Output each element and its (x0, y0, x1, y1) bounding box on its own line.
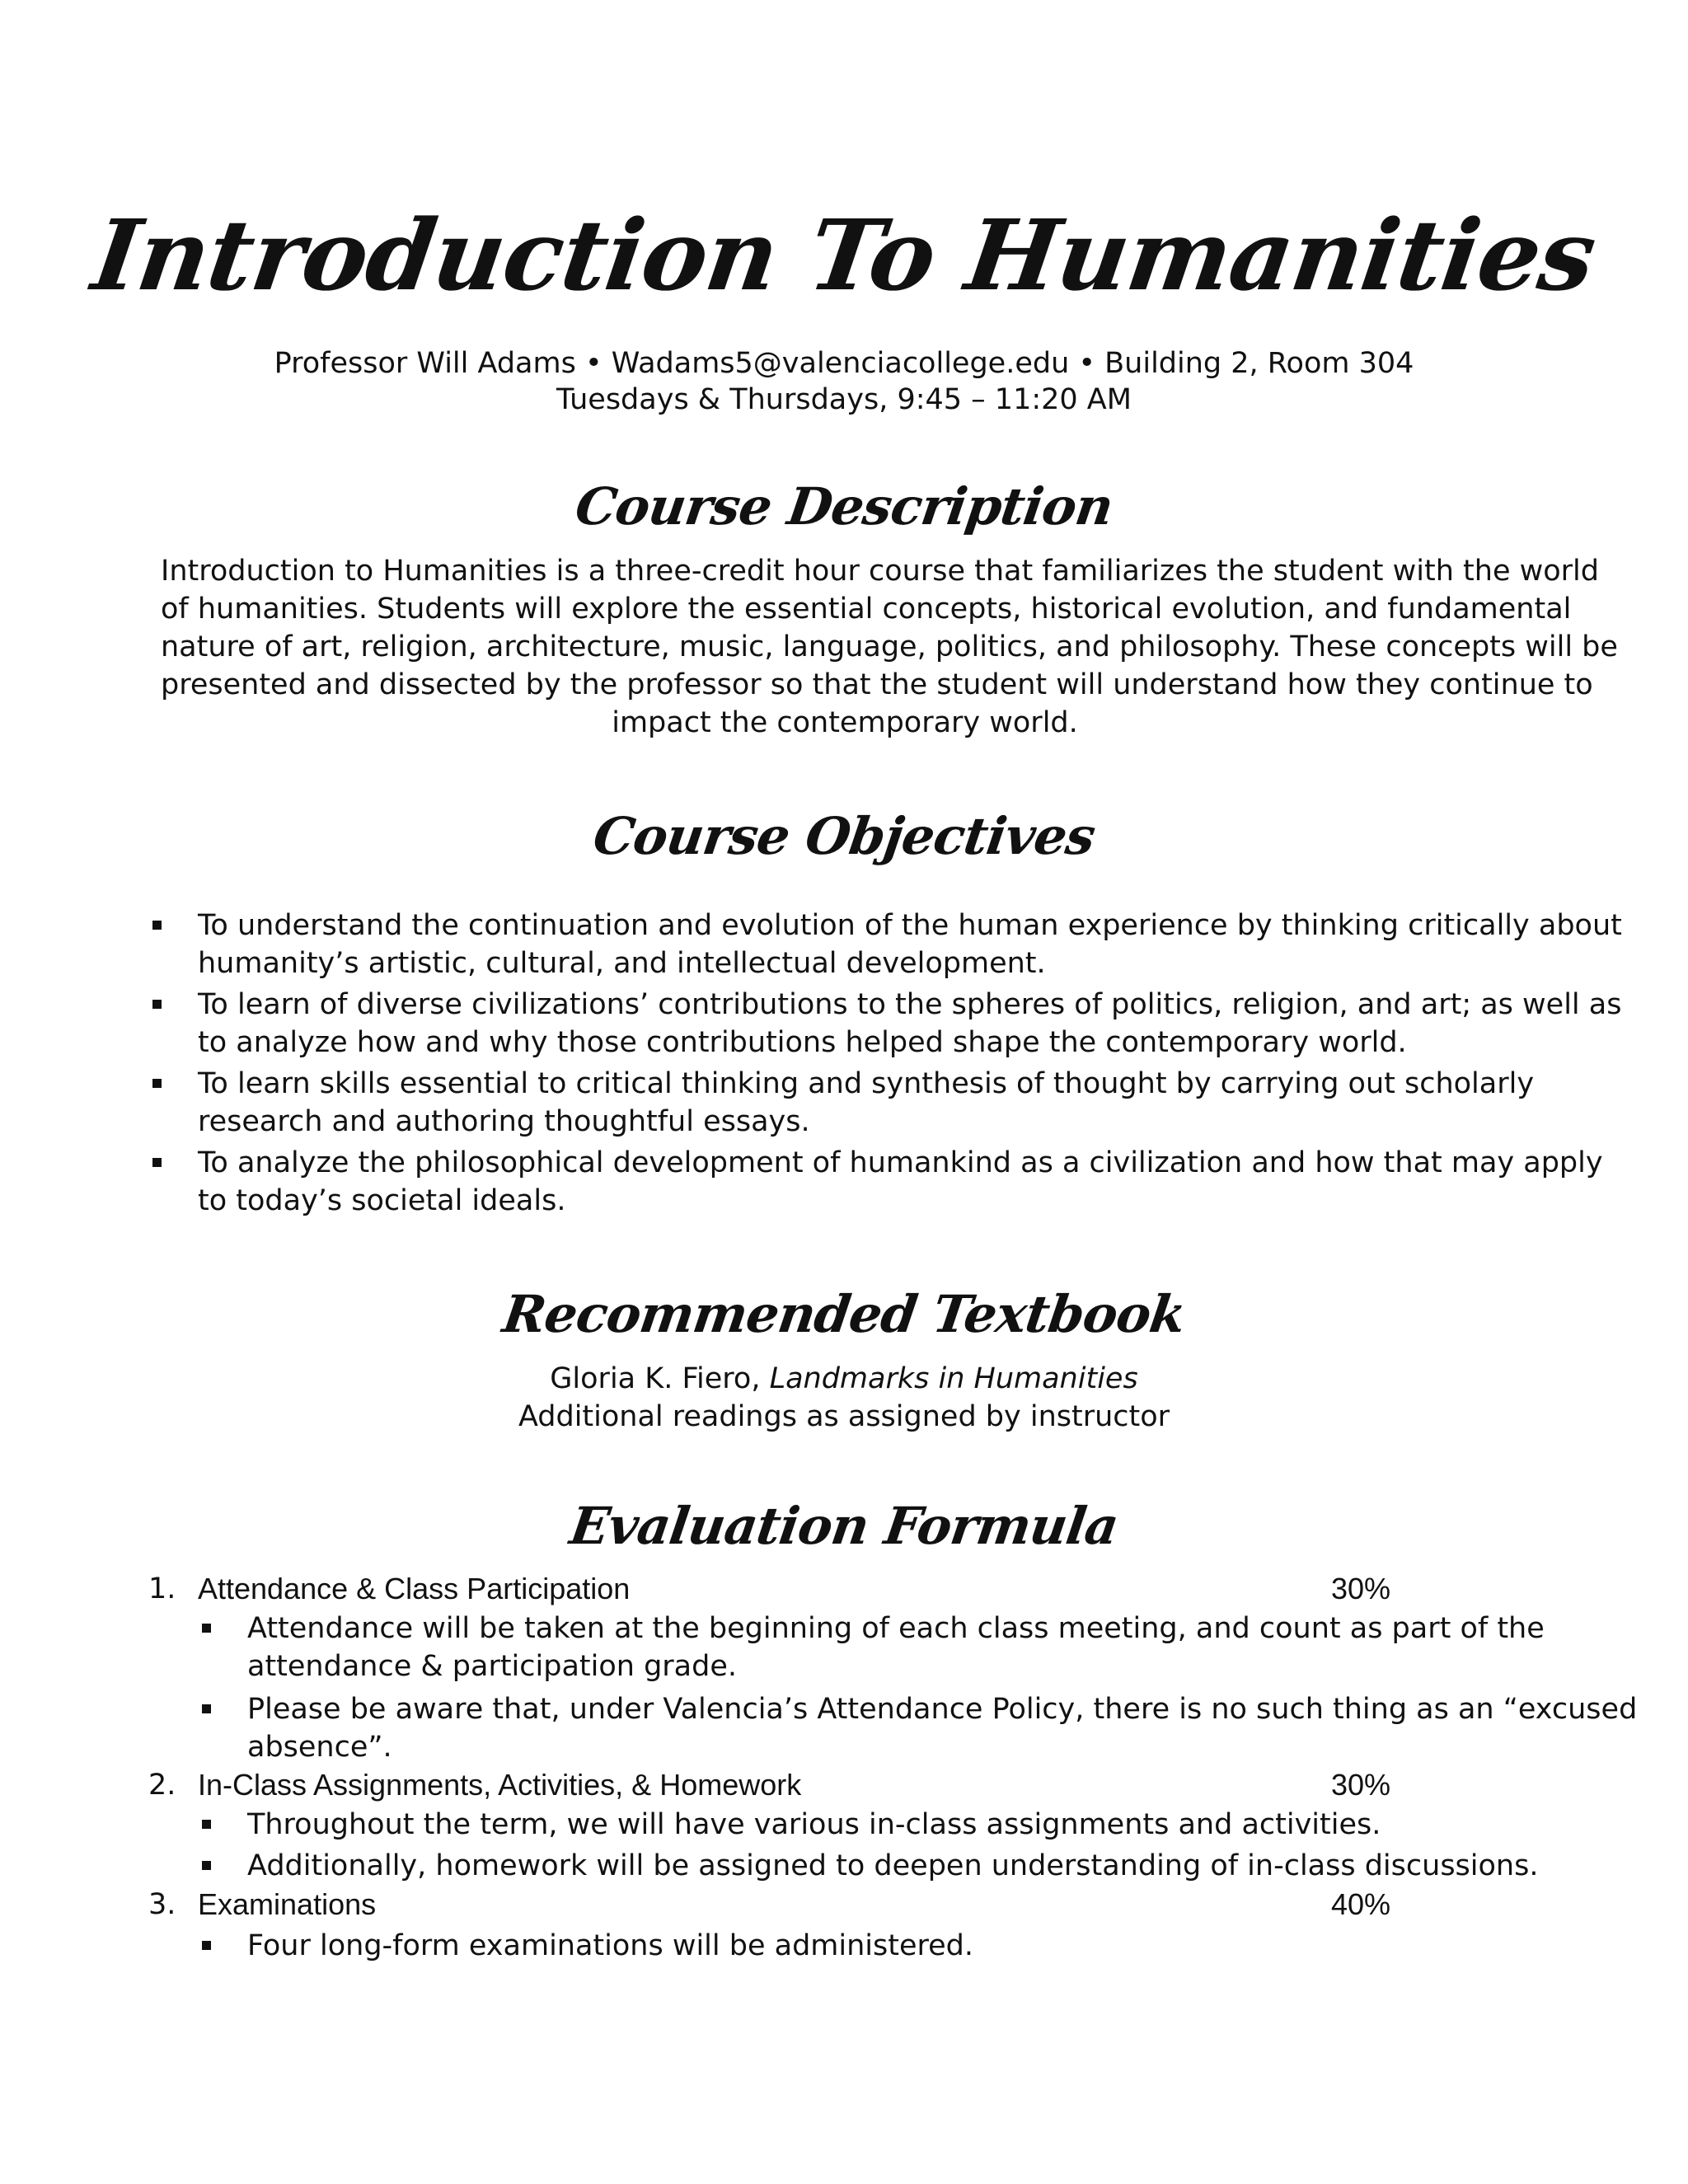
description-line: Introduction to Humanities is a three-credit hour course that familiarizes the student with the world (161, 555, 1599, 588)
course-objectives-heading: Course Objectives (589, 806, 1099, 866)
item-number: 1. (148, 1572, 176, 1605)
course-description-heading: Course Description (571, 476, 1117, 537)
course-description-text (161, 552, 1618, 742)
item-title: Attendance & Class Participation (198, 1572, 631, 1605)
bullet-square-icon (152, 1000, 162, 1009)
evaluation-item (0, 1886, 1688, 1924)
item-percent: 40% (1331, 1887, 1391, 1921)
bullet-square-icon (202, 1704, 211, 1713)
bullet-square-icon (202, 1820, 211, 1829)
description-line: impact the contemporary world. (612, 706, 1078, 739)
textbook-citation (0, 1360, 1688, 1398)
bullet-square-icon (152, 1158, 162, 1167)
bullet-square-icon (202, 1861, 211, 1870)
item-number: 3. (148, 1888, 176, 1921)
textbook-title: Landmarks in Humanities (769, 1362, 1138, 1395)
item-title: Examinations (198, 1887, 377, 1921)
textbook-note: Additional readings as assigned by instructor (518, 1400, 1170, 1433)
description-line: nature of art, religion, architecture, music, language, politics, and philosophy. These concepts will be (161, 630, 1618, 663)
item-percent: 30% (1331, 1572, 1391, 1605)
evaluation-item (0, 1570, 1688, 1608)
item-title: In-Class Assignments, Activities, & Homework (198, 1768, 802, 1802)
bullet-square-icon (202, 1941, 211, 1950)
description-line: presented and dissected by the professor so that the student will understand how they continue to (161, 668, 1593, 701)
recommended-textbook-heading: Recommended Textbook (499, 1284, 1189, 1344)
page-title: Introduction To Humanities (86, 198, 1602, 312)
syllabus-page: Introduction To Humanities Professor Will Adams • Wadams5@valenciacollege.edu • Building 2, Room 304 Tuesdays & Thursdays, 9:45 – 11:20 AM Course Description Introduction to Humanities is a three-credit hour course that familiarizes the student with the world of humanities. Students will explore the essential concepts, historical evolution, and fundamental nature of art, religion, architecture, music, language, politics, and philosophy. These concepts will be presented and dissected by the professor so that the student will understand how they continue to impact the contemporary world. Course Objectives To understand the continuation and evolution of the human experience by thinking critically about humanity’s artistic, cultural, and intellectual development. To learn of diverse civilizations’ contributions to the spheres of politics, religion, and art; as well as to analyze how and why those contributions helped shape the contemporary world. To learn skills essential to critical thinking and synthesis of thought by carrying out scholarly research and authoring thoughtful essays. To analyze the philosophical development of humankind as a civilization and how that may apply to today’s societal ideals. Recommended Textbook Gloria K. Fiero, Landmarks in Humanities Additional readings as assigned by instructor Evaluation Formula 1. Attendance & Class Participation 30% Attendance will be taken at the beginning of each class meeting, and count as part of the attendance & participation grade. Please be aware that, under Valencia’s Attendance Policy, there is no such thing as an “excused absence”. 2. In-Class Assignments, Activities, & Homework 30% Throughout the term, we will have various in-class assignments and activities. Additionally, homework will be assigned to deepen understanding of in-class discussions. 3. Examinations 40% Four long-form examinations will be administered. (0, 0, 1688, 2184)
item-number: 2. (148, 1769, 176, 1802)
evaluation-formula-heading: Evaluation Formula (566, 1496, 1122, 1556)
description-line: of humanities. Students will explore the essential concepts, historical evolution, and fundamental (161, 593, 1572, 626)
schedule-line: Tuesdays & Thursdays, 9:45 – 11:20 AM (556, 383, 1132, 416)
item-percent: 30% (1331, 1768, 1391, 1802)
evaluation-item (0, 1766, 1688, 1804)
bullet-square-icon (202, 1624, 211, 1633)
textbook-author: Gloria K. Fiero, (550, 1362, 770, 1395)
bullet-square-icon (152, 1079, 162, 1088)
bullet-square-icon (152, 921, 162, 930)
contact-line: Professor Will Adams • Wadams5@valenciacollege.edu • Building 2, Room 304 (274, 347, 1414, 380)
